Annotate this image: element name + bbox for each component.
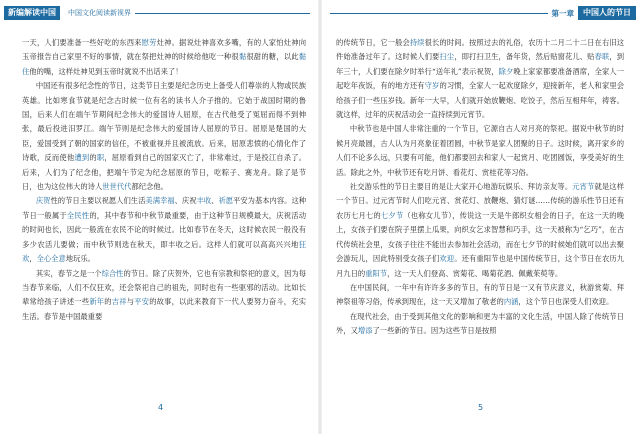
text-run: ，屈原看到自己的国家灭亡了，非常难过，于是投江自杀了。后来，人们为了纪念他，把端午节定为纪念屈原的节日，吃粽子、赛龙舟。除了是节日，也为这位伟大的诗人 [22,153,307,192]
left-body-text [22,36,306,324]
text-run: 在中国民间，一年中有许许多多的节日，有的节日是一又有节庆意义，秋游赏菊、拜神祭祖等习俗，传承到现在，这一天又增加了敬老的 [336,282,624,307]
text-run: ， [29,254,37,264]
chapter-title: 中国人的节日 [578,6,636,20]
text-run: 的习惯，全家人一起欢度除夕，迎接新年，老人和家里会给孩子们一些压岁钱。新年一大早，人们就开始放鞭炮、吃饺子，然后互相拜年，祷客。就这样，过年的庆祝活动会一直持续到元宵节。 [336,81,625,120]
highlighted-term: 祈愿 [218,196,234,206]
text-run: 、庆祝 [174,196,197,206]
header-rule [135,13,310,14]
text-run: 在现代社会，由于受到其他文化的影响和更为丰富的文化生活，中国人除了传统节日外，又 [336,311,624,336]
body-paragraph [22,194,306,266]
highlighted-term: 新年 [89,297,105,307]
right-running-header [326,6,636,20]
right-page [320,0,640,434]
right-body-text [336,36,624,339]
text-run: 社交游乐性的节日主要目的是让大家开心地游玩娱乐、拜访亲友等。 [349,182,573,192]
body-paragraph [336,310,624,339]
text-run: 的，其中春节和中秋节最重要，由于这种节日规模最大，庆祝活动的时间也长，因此一般流在农民不论的时候过。比如春节在冬天，这时候农民一般没有多少农活儿要做；而中秋节则选在秋天，即丰收之后。这样人们就可以高高兴兴地 [22,210,307,249]
text-run: 很甜的糖，以此 [246,52,299,62]
text-run: 的传统节日，它一般会 [336,38,410,47]
highlighted-term: 黏住 [22,52,307,76]
highlighted-term: 春联 [594,52,610,62]
highlighted-term: 职 [96,153,105,163]
text-run: 中国还有很多纪念性的节日，这类节日主要是纪念历史上备受人们尊崇的人物或民族英雄。比如寒食节就是纪念古时候一位有名的读书人介子推的。它始于战国时期的鲁国，后来人们在端午节期间纪念伟大的爱国诗人屈原，在古代他受了冤屈而得不到伸张，最后投进汨罗江。端午节则是纪念伟大的爱国诗人屈原的节日。屈原是楚国的大臣，爱国受到了朝的国家的信任，不被重视并且被流放。后来，屈原悲愤的心情化作了诗歌，反而使他 [22,81,306,163]
text-run: 平安为基本内容。这种节日一般属于 [22,196,307,220]
text-run: 一天，人们要准备一些好吃的东西来 [22,38,142,47]
text-run: ，到年三十，人们要在除夕时举行“送年礼”表示祝贺， [336,52,625,76]
highlighted-term: 重阳节 [365,268,388,278]
text-run: ，这一天人们登高、赏菊花、喝菊花酒、佩戴茱萸等。 [387,268,563,278]
highlighted-term: 内涵 [503,297,519,307]
header-rule [330,13,548,14]
text-run: ，这个节日也深受人们欢迎。 [518,297,614,307]
highlighted-term: 综合性 [101,268,124,278]
body-paragraph [336,36,624,122]
text-run: 晚上家家都要准备酒席，全家人一起吃年夜饭，有的地方还有 [336,66,625,91]
body-paragraph [22,79,306,194]
text-run: 的 [89,153,97,163]
text-run: 。还有重阳节也是中国传统节日，这个节日在农历九月九日的 [336,254,625,278]
text-run: 的故事，以此来教育下一代人要努力奋斗，充实生活。春节是中国最重要 [22,297,307,321]
highlighted-term: 吉祥 [111,297,127,307]
highlighted-term: 全民性 [66,210,90,220]
series-label: 新编解读中国 [4,6,60,20]
highlighted-term: 遭到 [74,153,90,163]
highlighted-term: 平安 [134,297,150,307]
highlighted-term: 狂欢 [22,239,306,264]
highlighted-term: 丰收 [196,196,212,206]
highlighted-term: 全心全意 [36,254,66,264]
text-run: 其实，春节之是一个 [35,268,102,278]
text-run: 他的嘴，这样灶神见到玉帝时就说不出话来了！ [29,66,183,76]
page-number: 4 [158,403,164,412]
highlighted-term: 七夕节 [380,210,404,220]
highlighted-term: 守岁 [424,81,440,91]
highlighted-term: 扫尘 [439,52,455,62]
text-run: ，即打扫卫生，备年货，然后贴窗花儿、贴 [454,52,595,62]
page-number: 5 [478,403,484,412]
highlighted-term: 欢迎 [439,254,455,264]
chapter-label: 第一章 [551,8,574,18]
text-run: 地玩乐。 [65,254,95,264]
highlighted-term: 慰劳 [141,38,157,47]
text-run: 与 [126,297,135,307]
highlighted-term: 持续 [409,38,425,47]
text-run: 的节日。除了庆贺外，它也有宗教和祭祀的意义，因为每当春节来临，人们不仅狂欢，还会祭祀自己的祖先，同时也有一些驱邪的活动。比如长辈常给孩子讲述一些 [22,268,307,307]
body-paragraph [22,267,306,325]
highlighted-term: 增添 [357,326,373,336]
text-run: 很长的时间。按照过去的礼俗，农历十二月二十二日在右旧这件始准备过年了。这时候人们要 [336,38,625,62]
body-paragraph [336,122,624,180]
highlighted-term: 庆贺 [35,196,51,206]
text-run: 的 [104,297,112,307]
text-run: 就是这样一个节日。过元宵节时人们吃元宵、赏花灯、放鞭炮、猜灯谜……传统的游乐性节日还有农历七月七的 [336,182,625,220]
text-run: 、 [211,196,219,206]
text-run: （也称女儿节），传说这一天是牛郎织女相会的日子，在这一天的晚上，女孩子们要在院子里摆上瓜果，向织女乞求智慧和巧手，这一天被称为“乞巧”，在古代传统社会里，女孩子往往不能出去参加社会活动，而在七夕节的时候她们就可以出去聚会游玩儿，因此特别受女孩子们 [336,210,625,264]
body-paragraph [22,36,306,79]
highlighted-term: 元宵节 [572,182,595,192]
highlighted-term: 黏 [238,52,247,62]
body-paragraph [336,180,624,281]
text-run: 中秋节也是中国人非常注重的一个节日，它源自古人对月亮的祭祀。据说中秋节的时候月亮最圆，古人认为月亮象征着团圆，中秋节是家人团聚的日子。这时候，离开家乡的人们不论多么远，只要有可能，他们都要回去和家人一起赏月、吃团圆饭，享受美好的生活。除此之外，中秋节还有吃月饼、看花灯、赏桂花等习俗。 [336,124,624,177]
highlighted-term: 世世代代 [102,182,132,192]
highlighted-term: 除夕 [498,66,514,76]
text-run: 灶神。据说灶神喜欢多嘴，有的人家怕灶神向玉帝报告自己家里不好的事情，就在祭把灶神的时候给他吃一种很 [22,38,307,62]
text-run: 了一些新的节日。因为这些节日是按照 [372,326,497,336]
left-running-header [4,6,314,20]
text-run: 都纪念他。 [131,182,168,192]
highlighted-term: 美满幸福 [145,196,175,206]
text-run: 性的节日主要以祝愿人们生活 [50,196,146,206]
body-paragraph [336,281,624,310]
series-subtitle: 中国文化阅读新视界 [68,9,131,17]
